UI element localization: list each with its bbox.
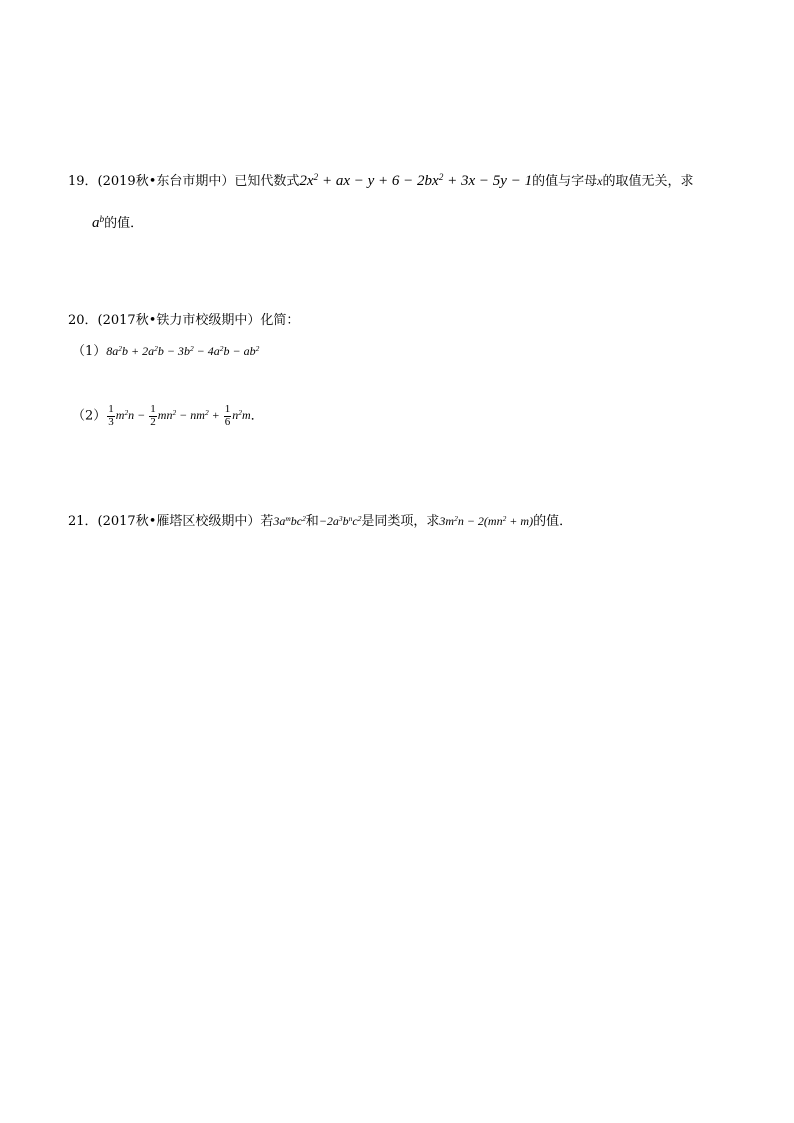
q19-line2-suffix: 的值．	[104, 216, 144, 231]
q19-expression: $2x^2$ + ax − $y + 6 - 2bx^2 + 3x - 5y - 1$	[299, 172, 533, 189]
question-20-title: 20．(2017秋•铁力市校级期中）化简：	[68, 313, 300, 328]
q19-suffix: 的取值无关，求	[602, 174, 694, 189]
q19-power-expression: $a^b$	[92, 214, 105, 231]
q21-expression-2: $-2a^3b^nc^2$	[318, 513, 362, 528]
q20-part2-label: （2）	[72, 408, 107, 424]
q19-mid: 的值与字母	[532, 174, 598, 189]
q21-expression-1: $3a^mbc^2$	[273, 513, 306, 528]
q20-part1-label: （1）	[72, 344, 107, 359]
question-19	[68, 174, 693, 189]
q20-part2-end: ．	[250, 408, 264, 424]
question-20-part1	[72, 345, 259, 358]
q19-variable: x	[597, 174, 603, 188]
q21-mid2: 是同类项，求	[361, 514, 440, 529]
q19-prefix: 19．(2019秋•东台市期中）已知代数式	[68, 174, 300, 189]
q20-part2-expression: $\frac{1}{3}$ $m^2n$ − $\frac{1}{2}$ $mn^2 - nm^2$ + $\frac{1}{6}$ $n^2m$	[108, 403, 251, 428]
question-19-line2	[92, 216, 143, 231]
question-20-part2	[72, 404, 264, 428]
q21-expression-3: $3m^2n - 2(mn^2 + m)$	[439, 513, 534, 528]
q21-suffix: 的值．	[533, 514, 573, 529]
q20-part1-expression: $8a^2b + 2a^2b - 3b^2 - 4a^2b - ab^2$	[106, 343, 260, 358]
question-21	[68, 515, 572, 528]
q21-prefix: 21．(2017秋•雁塔区校级期中）若	[68, 514, 274, 529]
q21-mid1: 和	[305, 514, 319, 529]
